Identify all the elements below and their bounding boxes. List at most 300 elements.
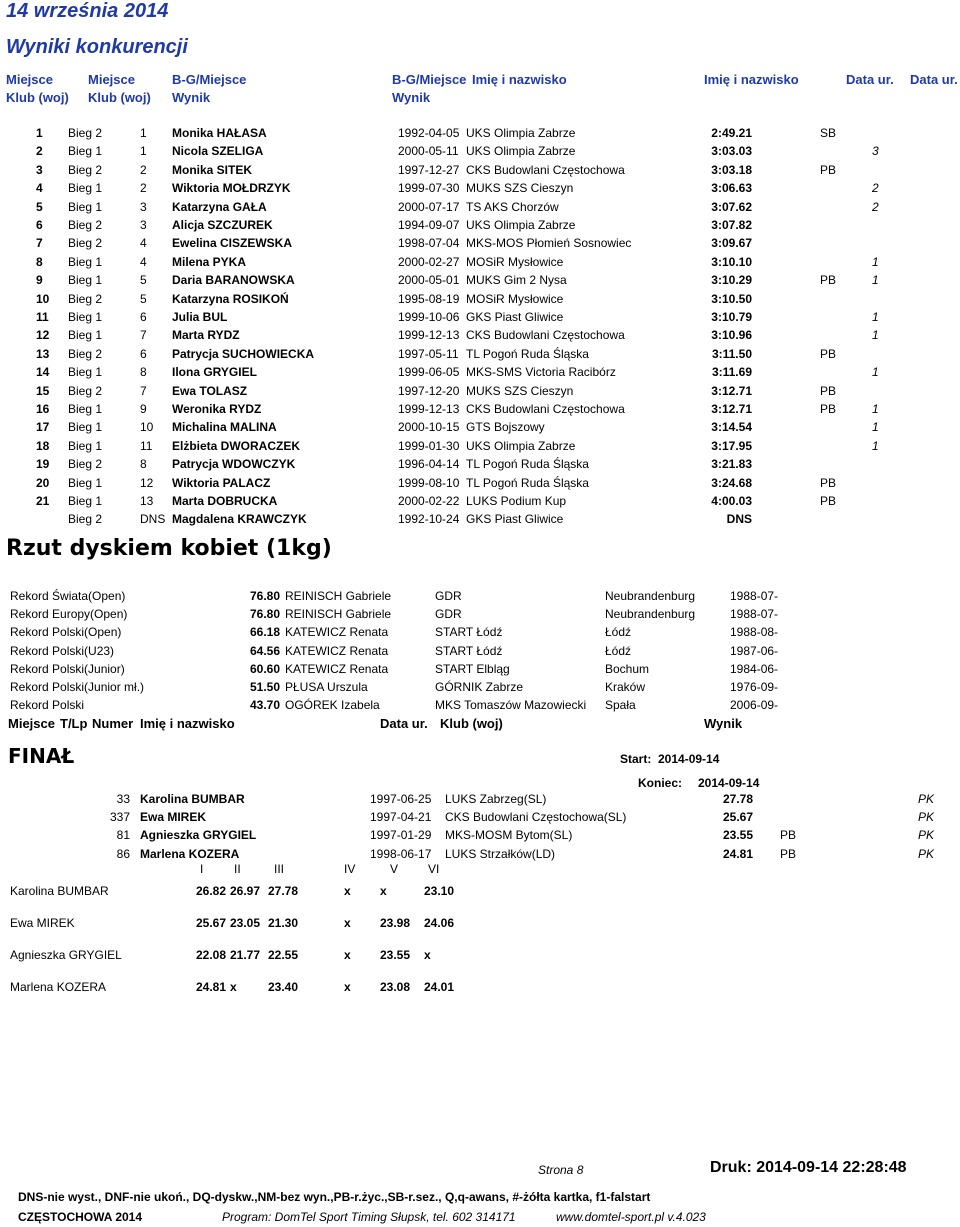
attempt-value: 23.10 <box>424 884 455 898</box>
result-cell: 3:17.95 <box>711 438 752 453</box>
final-result: 25.67 <box>723 810 754 825</box>
attempt-value: x <box>344 884 351 898</box>
section-title: Wyniki konkurencji <box>6 36 188 58</box>
athlete-name: Marlena KOZERA <box>140 846 240 861</box>
name-cell: Elżbieta DWORACZEK <box>172 438 301 453</box>
final-row <box>0 847 960 865</box>
athlete-dob: 1997-06-25 <box>370 792 432 806</box>
class-cell: 1 <box>872 420 879 435</box>
place-cell: 8 <box>36 254 43 269</box>
club-cell: TL Pogoń Ruda Śląska <box>466 457 589 472</box>
record-club: START Łódź <box>435 625 503 640</box>
final-header-club: Klub (woj) <box>440 716 503 731</box>
dob-cell: 2000-02-22 <box>398 494 460 508</box>
table-row <box>0 273 960 291</box>
class-cell: 1 <box>872 438 879 453</box>
final-class: PK <box>918 828 935 843</box>
final-result: 24.81 <box>723 846 754 861</box>
athlete-name: Ewa MIREK <box>140 810 207 825</box>
name-cell: Milena PYKA <box>172 254 247 269</box>
heat-cell: Bieg 1 <box>68 310 103 324</box>
place-cell: 14 <box>36 365 50 380</box>
lane-cell: 9 <box>140 402 147 416</box>
athlete-name: Karolina BUMBAR <box>140 792 245 806</box>
result-cell: 3:21.83 <box>711 457 752 472</box>
heat-cell: Bieg 2 <box>68 236 103 251</box>
bib-number: 81 <box>116 828 130 843</box>
record-row <box>0 680 960 698</box>
place-cell: 11 <box>36 310 49 324</box>
class-cell: 2 <box>872 199 879 214</box>
place-cell: 21 <box>36 494 50 508</box>
place-cell: 17 <box>36 420 50 435</box>
dob-cell: 1992-10-24 <box>398 512 460 527</box>
record-date: 1976-09- <box>730 680 779 694</box>
final-header-result: Wynik <box>704 716 743 731</box>
table-row <box>0 163 960 181</box>
lane-cell: 5 <box>140 291 147 306</box>
club-cell: MUKS SZS Cieszyn <box>466 383 574 398</box>
place-cell: 12 <box>36 328 50 343</box>
record-date: 2006-09- <box>730 698 779 713</box>
final-row <box>0 828 960 846</box>
record-mark: 51.50 <box>249 680 280 694</box>
result-cell: 3:12.71 <box>711 402 752 416</box>
record-name: KATEWICZ Renata <box>285 625 389 640</box>
name-cell: Wiktoria PALACZ <box>172 475 271 490</box>
lane-cell: 6 <box>140 310 147 324</box>
attempt-value: 24.01 <box>424 980 455 994</box>
record-city: Neubrandenburg <box>605 607 696 622</box>
club-cell: MKS-MOS Płomień Sosnowiec <box>466 236 632 251</box>
note-cell: PB <box>820 162 837 177</box>
place-cell: 6 <box>36 218 43 232</box>
attempt-value: 26.97 <box>230 884 261 898</box>
name-cell: Patrycja WDOWCZYK <box>172 457 296 472</box>
name-cell: Marta DOBRUCKA <box>172 494 278 508</box>
attempt-header: VI <box>428 862 440 876</box>
heat-cell: Bieg 2 <box>68 126 103 140</box>
result-cell: 3:10.79 <box>711 310 752 324</box>
class-cell: 2 <box>872 181 879 196</box>
heat-cell: Bieg 1 <box>68 475 103 490</box>
final-row <box>0 810 960 828</box>
result-cell: 3:07.82 <box>711 218 752 232</box>
record-row <box>0 589 960 607</box>
heat-cell: Bieg 1 <box>68 420 103 435</box>
heat-cell: Bieg 1 <box>68 181 103 196</box>
table-row <box>0 420 960 438</box>
lane-cell: 8 <box>140 457 147 472</box>
record-name: REINISCH Gabriele <box>285 607 392 622</box>
record-city: Łódź <box>605 625 632 640</box>
name-cell: Ewelina CISZEWSKA <box>172 236 293 251</box>
place-cell: 19 <box>36 457 50 472</box>
table-row <box>0 200 960 218</box>
footer-program: Program: DomTel Sport Timing Słupsk, tel. 602 314171 <box>222 1210 516 1224</box>
note-cell: PB <box>820 475 837 490</box>
class-cell: 3 <box>872 144 879 159</box>
result-cell: 3:11.50 <box>711 346 752 361</box>
table-row <box>0 347 960 365</box>
attempt-value: x <box>344 948 351 962</box>
dob-cell: 1992-04-05 <box>398 126 460 140</box>
print-timestamp: Druk: 2014-09-14 22:28:48 <box>710 1159 907 1176</box>
table-row <box>0 512 960 530</box>
table-row <box>0 476 960 494</box>
lane-cell: DNS <box>140 512 166 527</box>
header-col5: Imię i nazwisko <box>472 72 567 87</box>
bib-number: 86 <box>116 846 130 861</box>
attempt-value: 25.67 <box>196 916 227 930</box>
note-cell: PB <box>820 402 837 416</box>
note-cell: PB <box>820 273 837 288</box>
athlete-club: LUKS Strzałków(LD) <box>445 846 556 861</box>
record-mark: 43.70 <box>249 698 280 713</box>
record-date: 1988-07- <box>730 607 779 622</box>
header-col2: Miejsce Klub (woj) <box>88 72 151 105</box>
attempt-value: 24.81 <box>196 980 227 994</box>
class-cell: 1 <box>872 402 879 416</box>
record-name: PŁUSA Urszula <box>285 680 368 694</box>
attempt-value: 23.40 <box>268 980 299 994</box>
footer-city: CZĘSTOCHOWA 2014 <box>18 1210 143 1224</box>
record-label: Rekord Polski <box>10 698 85 713</box>
lane-cell: 12 <box>140 475 154 490</box>
final-title: FINAŁ <box>8 744 75 768</box>
record-label: Rekord Świata(Open) <box>10 589 126 603</box>
name-cell: Ilona GRYGIEL <box>172 365 257 380</box>
header-col7: Data ur. <box>846 72 894 87</box>
club-cell: UKS Olimpia Zabrze <box>466 218 576 232</box>
club-cell: UKS Olimpia Zabrze <box>466 126 576 140</box>
record-date: 1987-06- <box>730 643 779 658</box>
place-cell: 13 <box>36 346 50 361</box>
start-date: 2014-09-14 <box>658 752 720 766</box>
result-cell: 3:10.29 <box>711 273 752 288</box>
result-cell: 3:10.50 <box>711 291 752 306</box>
bib-number: 337 <box>109 810 130 825</box>
lane-cell: 1 <box>140 144 147 159</box>
lane-cell: 1 <box>140 126 147 140</box>
final-note: PB <box>780 828 797 843</box>
class-cell: 1 <box>872 254 879 269</box>
final-class: PK <box>918 810 935 825</box>
final-header-num: Numer <box>92 716 134 731</box>
name-cell: Ewa TOLASZ <box>172 383 248 398</box>
table-row <box>0 181 960 199</box>
club-cell: GKS Piast Gliwice <box>466 512 564 527</box>
heat-cell: Bieg 1 <box>68 402 103 416</box>
legend: DNS-nie wyst., DNF-nie ukoń., DQ-dyskw.,NM-bez wyn.,PB-r.życ.,SB-r.sez., Q,q-awans, #-żółta kartka, f1-falstart <box>18 1190 651 1204</box>
attempts-athlete: Karolina BUMBAR <box>10 884 109 898</box>
result-cell: 3:10.96 <box>711 328 752 343</box>
heat-cell: Bieg 1 <box>68 144 103 159</box>
heat-cell: Bieg 2 <box>68 218 103 232</box>
name-cell: Magdalena KRAWCZYK <box>172 512 307 527</box>
attempt-header: I <box>200 862 204 876</box>
class-cell: 1 <box>872 310 879 324</box>
dob-cell: 1997-12-27 <box>398 162 460 177</box>
dob-cell: 1997-05-11 <box>398 346 459 361</box>
record-mark: 60.60 <box>249 661 280 676</box>
event-title: Rzut dyskiem kobiet (1kg) <box>6 536 332 561</box>
result-cell: DNS <box>726 512 752 527</box>
dob-cell: 2000-05-11 <box>398 144 459 159</box>
attempt-header: IV <box>344 862 356 876</box>
lane-cell: 4 <box>140 254 147 269</box>
page-date: 14 września 2014 <box>6 0 169 22</box>
heat-cell: Bieg 1 <box>68 365 103 380</box>
record-label: Rekord Polski(Junior) <box>10 661 125 676</box>
athlete-name: Agnieszka GRYGIEL <box>140 828 257 843</box>
note-cell: PB <box>820 494 837 508</box>
table-row <box>0 292 960 310</box>
page-number: Strona 8 <box>538 1163 584 1177</box>
heat-cell: Bieg 1 <box>68 438 103 453</box>
record-label: Rekord Europy(Open) <box>10 607 128 622</box>
record-row <box>0 644 960 662</box>
dob-cell: 2000-10-15 <box>398 420 460 435</box>
header-col1: Miejsce Klub (woj) <box>6 72 69 105</box>
place-cell: 10 <box>36 291 50 306</box>
class-cell: 1 <box>872 365 879 380</box>
table-row <box>0 310 960 328</box>
table-row <box>0 384 960 402</box>
club-cell: CKS Budowlani Częstochowa <box>466 328 625 343</box>
athlete-dob: 1998-06-17 <box>370 846 432 861</box>
note-cell: SB <box>820 126 837 140</box>
dob-cell: 2000-05-01 <box>398 273 460 288</box>
header-col8: Data ur. <box>910 72 958 87</box>
lane-cell: 2 <box>140 162 147 177</box>
record-club: START Łódź <box>435 643 503 658</box>
name-cell: Nicola SZELIGA <box>172 144 264 159</box>
heat-cell: Bieg 2 <box>68 162 103 177</box>
record-row <box>0 625 960 643</box>
final-result: 23.55 <box>723 828 754 843</box>
club-cell: GTS Bojszowy <box>466 420 545 435</box>
dob-cell: 1996-04-14 <box>398 457 460 472</box>
lane-cell: 8 <box>140 365 147 380</box>
table-row <box>0 457 960 475</box>
name-cell: Daria BARANOWSKA <box>172 273 295 288</box>
attempt-value: 23.05 <box>230 916 261 930</box>
attempt-value: 23.98 <box>380 916 411 930</box>
athlete-dob: 1997-01-29 <box>370 828 432 843</box>
lane-cell: 10 <box>140 420 154 435</box>
header-col6: Imię i nazwisko <box>704 72 799 87</box>
header-col3: B-G/Miejsce Wynik <box>172 72 247 105</box>
attempt-value: x <box>230 980 237 994</box>
record-club: GDR <box>435 607 462 622</box>
record-mark: 76.80 <box>249 589 280 603</box>
record-city: Kraków <box>605 680 646 694</box>
place-cell: 15 <box>36 383 50 398</box>
dob-cell: 1999-12-13 <box>398 328 460 343</box>
name-cell: Weronika RYDZ <box>172 402 262 416</box>
record-city: Bochum <box>605 661 650 676</box>
heat-cell: Bieg 2 <box>68 383 103 398</box>
record-city: Spała <box>605 698 636 713</box>
result-cell: 3:11.69 <box>711 365 752 380</box>
record-club: MKS Tomaszów Mazowiecki <box>435 698 587 713</box>
name-cell: Julia BUL <box>172 310 228 324</box>
dob-cell: 1994-09-07 <box>398 218 460 232</box>
name-cell: Marta RYDZ <box>172 328 240 343</box>
table-row <box>0 218 960 236</box>
club-cell: MOSiR Mysłowice <box>466 254 564 269</box>
club-cell: UKS Olimpia Zabrze <box>466 144 576 159</box>
heat-cell: Bieg 2 <box>68 457 103 472</box>
result-cell: 3:09.67 <box>711 236 752 251</box>
record-label: Rekord Polski(Open) <box>10 625 122 640</box>
end-label: Koniec: <box>638 776 683 790</box>
name-cell: Alicja SZCZUREK <box>172 218 273 232</box>
club-cell: MKS-SMS Victoria Racibórz <box>466 365 616 380</box>
table-row <box>0 365 960 383</box>
attempt-value: 22.55 <box>268 948 299 962</box>
lane-cell: 7 <box>140 383 147 398</box>
final-class: PK <box>918 846 935 861</box>
club-cell: CKS Budowlani Częstochowa <box>466 402 625 416</box>
final-row <box>0 792 960 810</box>
result-cell: 3:07.62 <box>711 199 752 214</box>
lane-cell: 13 <box>140 494 154 508</box>
start-label: Start: <box>620 752 652 766</box>
club-cell: TS AKS Chorzów <box>466 199 559 214</box>
table-row <box>0 402 960 420</box>
lane-cell: 6 <box>140 346 147 361</box>
footer-web: www.domtel-sport.pl v.4.023 <box>556 1210 706 1224</box>
record-club: GDR <box>435 589 462 603</box>
name-cell: Katarzyna GAŁA <box>172 199 267 214</box>
record-city: Łódź <box>605 643 632 658</box>
record-mark: 76.80 <box>249 607 280 622</box>
record-club: GÓRNIK Zabrze <box>435 680 524 694</box>
lane-cell: 11 <box>140 438 153 453</box>
place-cell: 5 <box>36 199 43 214</box>
heat-cell: Bieg 1 <box>68 494 103 508</box>
attempt-value: x <box>344 980 351 994</box>
final-header-place: Miejsce <box>8 716 55 731</box>
record-name: KATEWICZ Renata <box>285 643 389 658</box>
athlete-club: MKS-MOSM Bytom(SL) <box>445 828 573 843</box>
name-cell: Michalina MALINA <box>172 420 277 435</box>
attempt-value: 23.55 <box>380 948 411 962</box>
club-cell: MOSiR Mysłowice <box>466 291 564 306</box>
attempts-athlete: Marlena KOZERA <box>10 980 107 994</box>
attempt-header: V <box>390 862 399 876</box>
athlete-club: CKS Budowlani Częstochowa(SL) <box>445 810 627 825</box>
final-header-dob: Data ur. <box>380 716 428 731</box>
lane-cell: 7 <box>140 328 147 343</box>
header-col4: B-G/Miejsce Wynik <box>392 72 467 105</box>
club-cell: TL Pogoń Ruda Śląska <box>466 346 589 361</box>
dob-cell: 2000-02-27 <box>398 254 460 269</box>
place-cell: 18 <box>36 438 50 453</box>
result-cell: 3:06.63 <box>711 181 752 196</box>
place-cell: 3 <box>36 162 43 177</box>
club-cell: TL Pogoń Ruda Śląska <box>466 475 589 490</box>
record-date: 1988-08- <box>730 625 779 640</box>
record-row <box>0 607 960 625</box>
final-note: PB <box>780 846 797 861</box>
heat-cell: Bieg 2 <box>68 346 103 361</box>
club-cell: CKS Budowlani Częstochowa <box>466 162 625 177</box>
dob-cell: 1999-08-10 <box>398 475 460 490</box>
heat-cell: Bieg 1 <box>68 273 103 288</box>
record-club: START Elbląg <box>435 661 510 676</box>
table-row <box>0 494 960 512</box>
dob-cell: 1999-12-13 <box>398 402 460 416</box>
final-class: PK <box>918 792 935 806</box>
attempt-value: x <box>380 884 387 898</box>
record-row <box>0 698 960 716</box>
bib-number: 33 <box>116 792 130 806</box>
attempt-header: III <box>274 862 285 876</box>
athlete-club: LUKS Zabrzeg(SL) <box>445 792 547 806</box>
note-cell: PB <box>820 346 837 361</box>
attempts-athlete: Ewa MIREK <box>10 916 75 930</box>
club-cell: UKS Olimpia Zabrze <box>466 438 576 453</box>
class-cell: 1 <box>872 273 879 288</box>
heat-cell: Bieg 2 <box>68 291 103 306</box>
heat-cell: Bieg 1 <box>68 199 103 214</box>
result-cell: 3:12.71 <box>711 383 752 398</box>
table-row <box>0 126 960 144</box>
name-cell: Wiktoria MOŁDRZYK <box>172 181 291 196</box>
dob-cell: 1998-07-04 <box>398 236 460 251</box>
club-cell: MUKS Gim 2 Nysa <box>466 273 567 288</box>
result-cell: 3:24.68 <box>711 475 752 490</box>
place-cell: 4 <box>36 181 43 196</box>
club-cell: LUKS Podium Kup <box>466 494 567 508</box>
lane-cell: 4 <box>140 236 147 251</box>
record-name: OGÓREK Izabela <box>285 698 380 713</box>
attempt-value: 27.78 <box>268 884 299 898</box>
place-cell: 20 <box>36 475 50 490</box>
table-row <box>0 236 960 254</box>
attempt-header: II <box>234 862 241 876</box>
attempt-value: 24.06 <box>424 916 455 930</box>
attempts-athlete: Agnieszka GRYGIEL <box>10 948 122 962</box>
heat-cell: Bieg 1 <box>68 328 103 343</box>
class-cell: 1 <box>872 328 879 343</box>
end-date: 2014-09-14 <box>698 776 760 790</box>
name-cell: Katarzyna ROSIKOŃ <box>172 291 289 306</box>
table-row <box>0 144 960 162</box>
club-cell: MUKS SZS Cieszyn <box>466 181 574 196</box>
final-header-name: Imię i nazwisko <box>140 716 235 731</box>
attempt-value: 22.08 <box>196 948 227 962</box>
record-city: Neubrandenburg <box>605 589 696 603</box>
final-header-tlp: T/Lp <box>60 716 88 731</box>
place-cell: 9 <box>36 273 43 288</box>
result-cell: 3:14.54 <box>711 420 752 435</box>
place-cell: 1 <box>36 126 43 140</box>
place-cell: 2 <box>36 144 43 159</box>
lane-cell: 2 <box>140 181 147 196</box>
result-cell: 3:03.18 <box>711 162 752 177</box>
lane-cell: 3 <box>140 218 147 232</box>
table-row <box>0 328 960 346</box>
heat-cell: Bieg 1 <box>68 254 103 269</box>
record-label: Rekord Polski(Junior mł.) <box>10 680 145 694</box>
record-date: 1984-06- <box>730 661 779 676</box>
attempt-value: 26.82 <box>196 884 227 898</box>
attempt-value: x <box>344 916 351 930</box>
